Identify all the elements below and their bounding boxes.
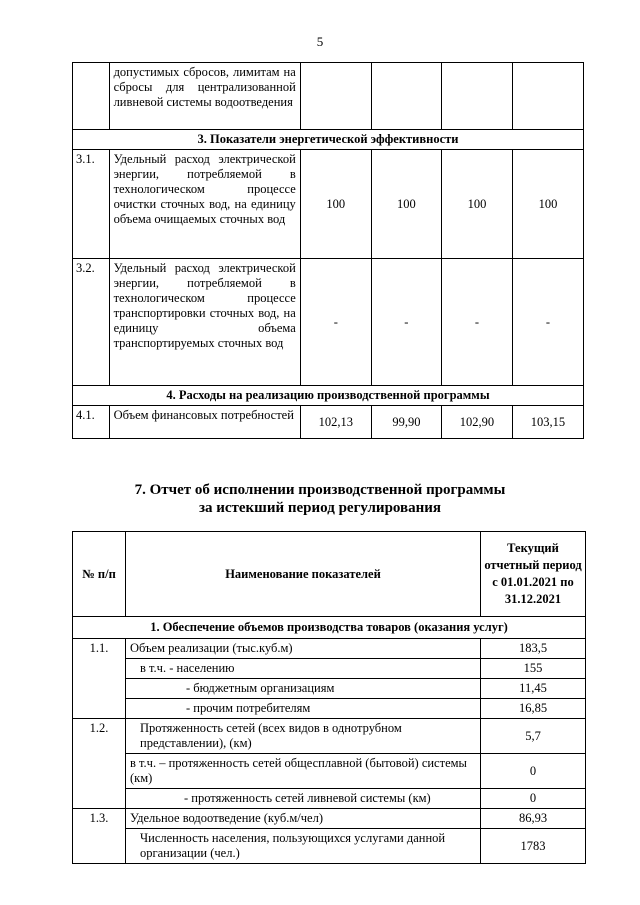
indicators-table <box>72 62 584 439</box>
table-row <box>73 719 586 754</box>
section-title: 4. Расходы на реализацию производственной программы <box>73 386 584 406</box>
continuation-text: допустимых сбросов, лимитам на сбросы для централизованной ливневой системы водоотведения <box>109 63 300 130</box>
value-cell: - <box>371 259 441 386</box>
heading-line-2: за истекший период регулирования <box>198 500 442 516</box>
header-period: Текущий отчетный период с 01.01.2021 по 31.12.2021 <box>481 532 586 617</box>
table-row <box>73 639 586 659</box>
value-cell: 183,5 <box>481 639 586 659</box>
table-row <box>73 679 586 699</box>
row-number: 1.1. <box>73 639 126 659</box>
value-cell: 0 <box>481 754 586 789</box>
row-number: 3.1. <box>73 150 110 259</box>
heading-line-1: 7. Отчет об исполнении производственной программы <box>134 482 506 498</box>
table-row <box>73 699 586 719</box>
header-name: Наименование показателей <box>126 532 481 617</box>
value-cell: - <box>441 259 512 386</box>
indicator-name: Объем реализации (тыс.куб.м) <box>126 639 481 659</box>
section-row <box>73 617 586 639</box>
row-number: 3.2. <box>73 259 110 386</box>
table-row <box>73 259 584 386</box>
indicator-name: Удельное водоотведение (куб.м/чел) <box>126 809 481 829</box>
row-number: 1.2. <box>73 719 126 754</box>
value-cell: 100 <box>300 150 371 259</box>
section-row <box>73 386 584 406</box>
value-cell: 0 <box>481 789 586 809</box>
table-row <box>73 659 586 679</box>
value-cell: 11,45 <box>481 679 586 699</box>
indicator-name: Численность населения, пользующихся услугами данной организации (чел.) <box>126 829 481 864</box>
indicator-name: в т.ч. - населению <box>126 659 481 679</box>
value-cell: 102,13 <box>300 406 371 439</box>
section-heading <box>0 481 640 517</box>
value-cell: 86,93 <box>481 809 586 829</box>
header-num: № п/п <box>73 532 126 617</box>
report-table <box>72 531 586 864</box>
table-row <box>73 150 584 259</box>
value-cell: 100 <box>441 150 512 259</box>
table-row <box>73 789 586 809</box>
indicator-name: в т.ч. – протяженность сетей общесплавной (бытовой) системы (км) <box>126 754 481 789</box>
value-cell: 99,90 <box>371 406 441 439</box>
value-cell: 155 <box>481 659 586 679</box>
row-number: 4.1. <box>73 406 110 439</box>
value-cell: 5,7 <box>481 719 586 754</box>
indicator-name: Протяженность сетей (всех видов в однотрубном представлении), (км) <box>126 719 481 754</box>
value-cell: 102,90 <box>441 406 512 439</box>
header-row <box>73 532 586 617</box>
table-row <box>73 809 586 829</box>
value-cell: - <box>300 259 371 386</box>
indicator-name: Удельный расход электрической энергии, потребляемой в технологическом процессе транспортировки сточных вод, на единицу объема транспортируемых сточных вод <box>109 259 300 386</box>
section-title: 3. Показатели энергетической эффективности <box>73 130 584 150</box>
indicator-name: - бюджетным организациям <box>126 679 481 699</box>
indicator-name: Объем финансовых потребностей <box>109 406 300 439</box>
section-title: 1. Обеспечение объемов производства товаров (оказания услуг) <box>73 617 586 639</box>
value-cell: - <box>512 259 583 386</box>
indicator-name: - протяженность сетей ливневой системы (км) <box>126 789 481 809</box>
value-cell: 100 <box>512 150 583 259</box>
table-row <box>73 754 586 789</box>
table-row <box>73 63 584 130</box>
indicator-name: - прочим потребителям <box>126 699 481 719</box>
row-number: 1.3. <box>73 809 126 829</box>
indicator-name: Удельный расход электрической энергии, потребляемой в технологическом процессе очистки сточных вод, на единицу объема очищаемых сточных вод <box>109 150 300 259</box>
value-cell: 103,15 <box>512 406 583 439</box>
value-cell: 100 <box>371 150 441 259</box>
value-cell: 1783 <box>481 829 586 864</box>
table-row <box>73 829 586 864</box>
value-cell: 16,85 <box>481 699 586 719</box>
section-row <box>73 130 584 150</box>
table-row <box>73 406 584 439</box>
page-number: 5 <box>316 34 324 49</box>
